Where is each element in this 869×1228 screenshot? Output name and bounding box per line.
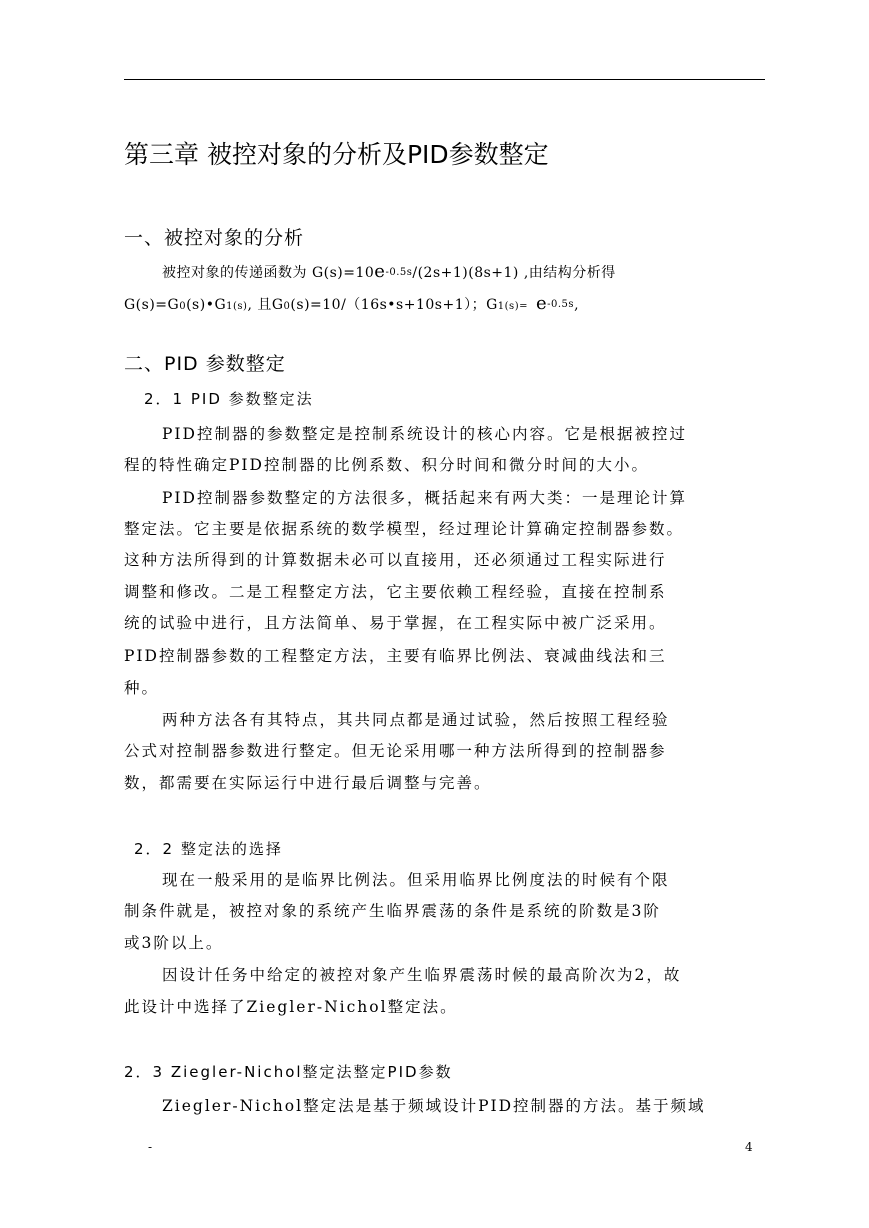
formula-text: G(s)=G — [124, 297, 180, 313]
paragraph-line: 整定法。它主要是依据系统的数学模型，经过理论计算确定控制器参数。 — [124, 520, 685, 538]
paragraph-line: PID控制器参数的工程整定方法，主要有临界比例法、衰减曲线法和三 — [124, 647, 667, 665]
formula-text: (s)•G — [186, 297, 227, 313]
formula-text: 被控对象的传递函数为 G(s)=10 — [162, 265, 375, 281]
paragraph-line: 制条件就是，被控对象的系统产生临界震荡的条件是系统的阶数是3阶 — [124, 902, 661, 920]
formula-line-2 — [124, 294, 765, 317]
section1-title: 一、被控对象的分析 — [124, 227, 305, 249]
formula-text: /(2s+1)(8s+1) ,由结构分析得 — [412, 265, 616, 281]
footer-mark: - — [148, 1140, 153, 1154]
paragraph-line: 两种方法各有其特点，其共同点都是通过试验，然后按照工程经验 — [162, 711, 670, 729]
page-number: 4 — [745, 1140, 753, 1154]
subscript: 0 — [283, 301, 291, 312]
paragraph-line: 数，都需要在实际运行中进行最后调整与完善。 — [124, 774, 492, 792]
paragraph-line: 此设计中选择了Ziegler-Nichol整定法。 — [124, 998, 458, 1016]
paragraph-line: 或3阶以上。 — [124, 934, 224, 952]
paragraph-line: 因设计任务中给定的被控对象产生临界震荡时候的最高阶次为2，故 — [162, 966, 682, 984]
subsection-2-1-title: 2．1 PID 参数整定法 — [144, 390, 314, 408]
paragraph-line: 调整和修改。二是工程整定方法，它主要依赖工程经验，直接在控制系 — [124, 583, 667, 601]
paragraph-line: PID控制器的参数整定是控制系统设计的核心内容。它是根据被控过 — [162, 425, 687, 443]
subscript: 1(s) — [226, 301, 248, 312]
paragraph-line: PID控制器参数整定的方法很多，概括起来有两大类：一是理论计算 — [162, 489, 687, 507]
subscript: 0 — [179, 301, 187, 312]
paragraph-line: 统的试验中进行，且方法简单、易于掌握，在工程实际中被广泛采用。 — [124, 614, 667, 632]
exponent: -0.5s — [385, 267, 413, 278]
section2-title: 二、PID 参数整定 — [124, 353, 286, 375]
exp-e: e — [374, 261, 386, 282]
exponent: -0.5s — [547, 299, 575, 310]
formula-line-1 — [162, 262, 803, 283]
subsection-2-3-title: 2．3 Ziegler-Nichol整定法整定PID参数 — [124, 1063, 453, 1081]
formula-text: , 且G — [247, 297, 284, 313]
paragraph-line: 这种方法所得到的计算数据未必可以直接用，还必须通过工程实际进行 — [124, 551, 667, 569]
subsection-2-2-title: 2．2 整定法的选择 — [134, 840, 283, 858]
header-rule — [124, 79, 765, 80]
paragraph-line: 种。 — [124, 679, 160, 697]
paragraph-line: 公式对控制器参数进行整定。但无论采用哪一种方法所得到的控制器参 — [124, 742, 667, 760]
formula-text: (s)=10/（16s•s+10s+1）；G — [290, 297, 498, 313]
formula-text: , — [574, 297, 580, 313]
subscript: 1(s)= — [497, 301, 528, 312]
exp-e: e — [535, 293, 548, 314]
chapter-title: 第三章 被控对象的分析及PID参数整定 — [124, 140, 549, 169]
paragraph-line: 程的特性确定PID控制器的比例系数、积分时间和微分时间的大小。 — [124, 456, 649, 474]
paragraph-line: 现在一般采用的是临界比例法。但采用临界比例度法的时候有个限 — [162, 871, 670, 889]
paragraph-line: Ziegler-Nichol整定法是基于频域设计PID控制器的方法。基于频域 — [162, 1097, 706, 1115]
